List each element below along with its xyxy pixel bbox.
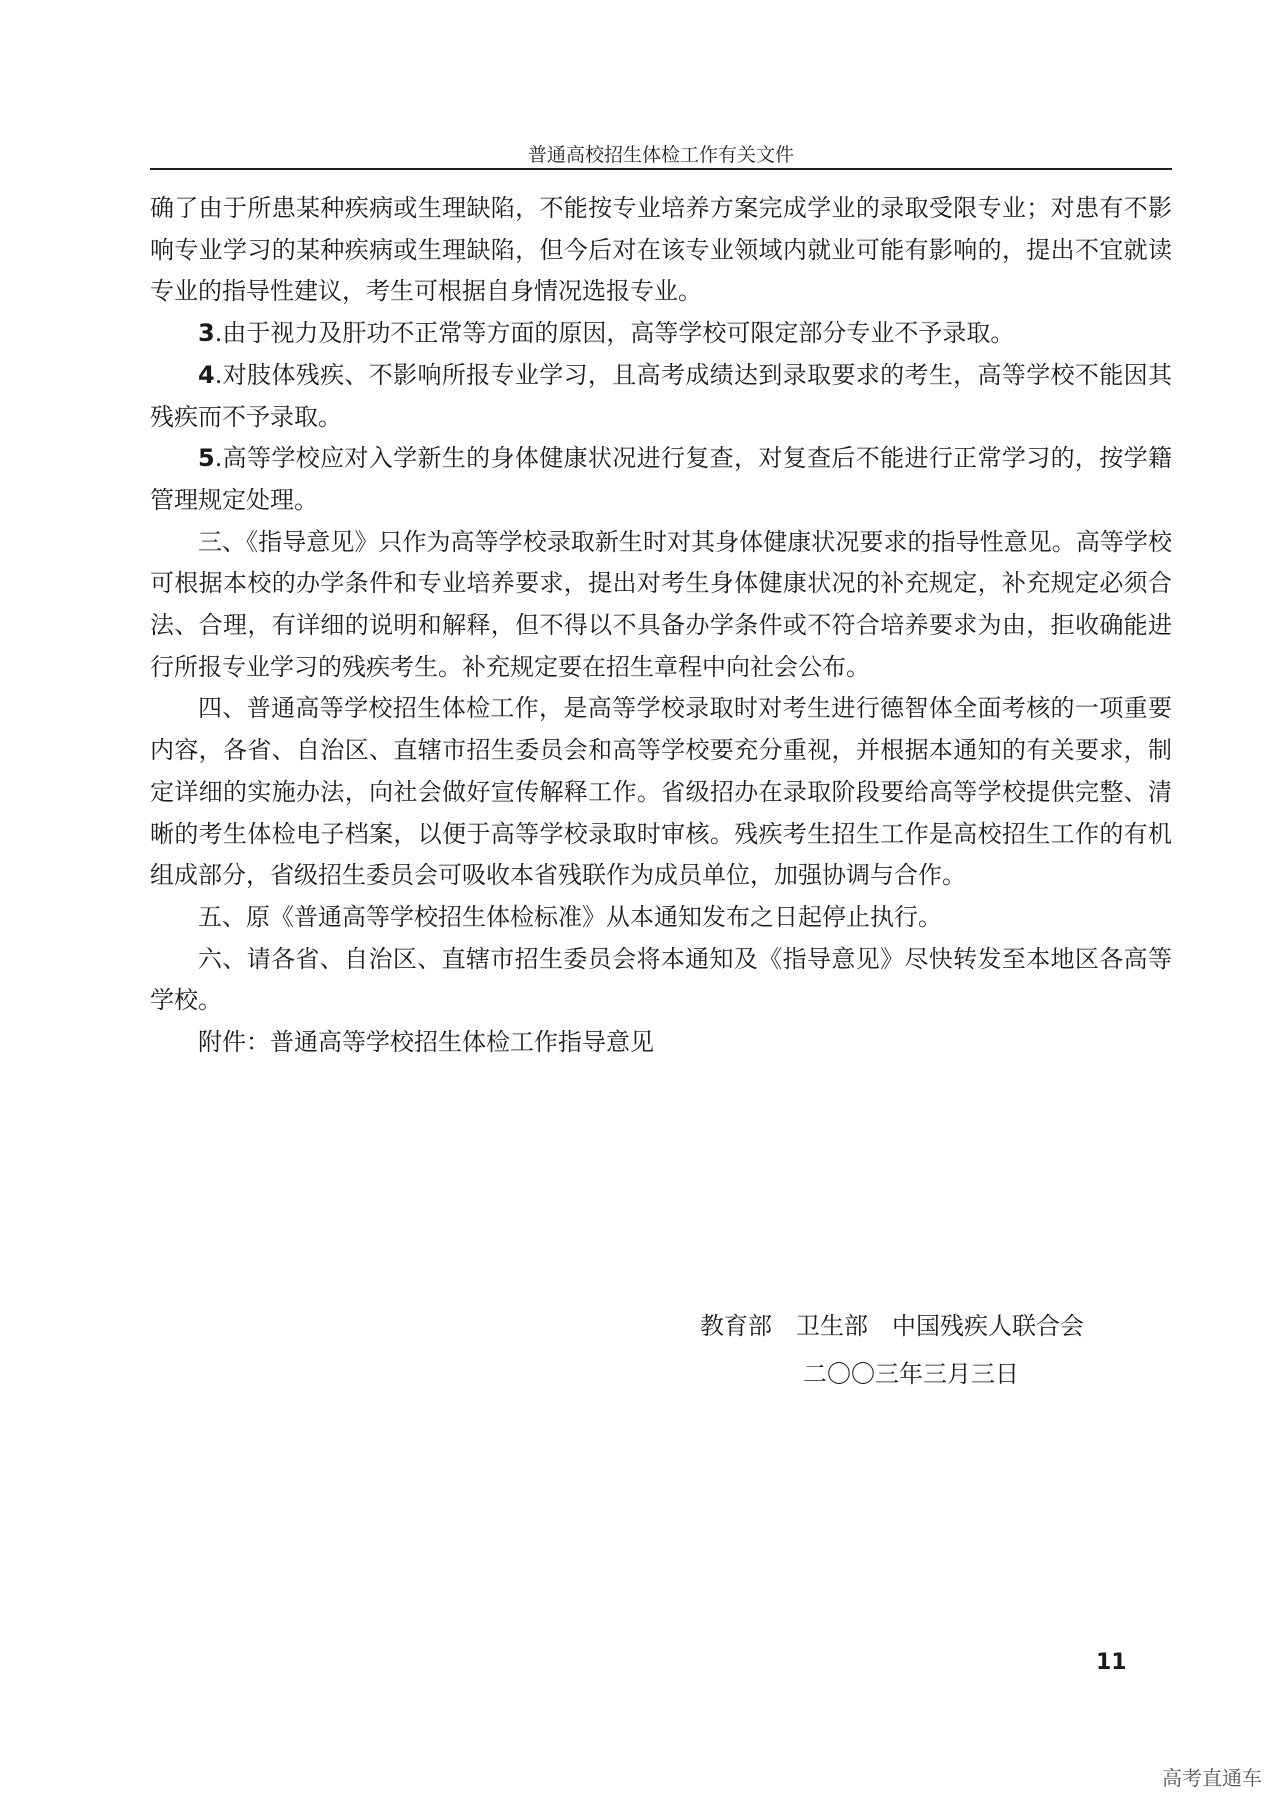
item-number: 3 — [198, 319, 215, 348]
paragraph-text: 三、《指导意见》只作为高等学校录取新生时对其身体健康状况要求的指导性意见。高等学校可根据本校的办学条件和专业培养要求，提出对考生身体健康状况的补充规定，补充规定必须合法、合理，有详细的说明和解释，但不得以不具备办学条件或不符合培养要求为由，拒收确能进行所报专业学习的残疾考生。补充规定要在招生章程中向社会公布。 — [150, 527, 1172, 681]
watermark: 高考直通车 — [1162, 1766, 1262, 1790]
item-number: 5 — [198, 444, 215, 473]
paragraph-text: 确了由于所患某种疾病或生理缺陷，不能按专业培养方案完成学业的录取受限专业；对患有不影响专业学习的某种疾病或生理缺陷，但今后对在该专业领域内就业可能有影响的，提出不宜就读专业的指导性建议，考生可根据自身情况选报专业。 — [150, 194, 1172, 306]
document-body — [150, 188, 1172, 1064]
paragraph-text: .由于视力及肝功不正常等方面的原因，高等学校可限定部分专业不予录取。 — [214, 319, 1015, 348]
paragraph-text: .高等学校应对入学新生的身体健康状况进行复查，对复查后不能进行正常学习的，按学籍管理规定处理。 — [150, 444, 1172, 514]
paragraph-section-5 — [150, 897, 1172, 939]
signature-block — [700, 1302, 1084, 1398]
issue-date: 二〇〇三年三月三日 — [803, 1360, 1019, 1388]
running-header: 普通高校招生体检工作有关文件 — [527, 144, 794, 166]
paragraph-text: 五、原《普通高等学校招生体检标准》从本通知发布之日起停止执行。 — [198, 902, 942, 931]
paragraph-section-3 — [150, 522, 1172, 689]
paragraph-section-6 — [150, 939, 1172, 1022]
paragraph-item-4 — [150, 355, 1172, 438]
paragraph-text: 六、请各省、自治区、直辖市招生委员会将本通知及《指导意见》尽快转发至本地区各高等学校。 — [150, 944, 1172, 1015]
attachment-line — [150, 1022, 1172, 1064]
issuing-authorities: 教育部 卫生部 中国残疾人联合会 — [700, 1312, 1084, 1340]
paragraph-text: 四、普通高等学校招生体检工作，是高等学校录取时对考生进行德智体全面考核的一项重要内容，各省、自治区、直辖市招生委员会和高等学校要充分重视，并根据本通知的有关要求，制定详细的实施办法，向社会做好宣传解释工作。省级招办在录取阶段要给高等学校提供完整、清晰的考生体检电子档案，以便于高等学校录取时审核。残疾考生招生工作是高校招生工作的有机组成部分，省级招生委员会可吸收本省残联作为成员单位，加强协调与合作。 — [150, 694, 1172, 890]
paragraph-item-5 — [150, 438, 1172, 521]
paragraph-text: .对肢体残疾、不影响所报专业学习，且高考成绩达到录取要求的考生，高等学校不能因其残疾而不予录取。 — [150, 360, 1172, 431]
header-rule — [150, 168, 1172, 170]
item-number: 4 — [198, 360, 215, 389]
paragraph-text: 附件：普通高等学校招生体检工作指导意见 — [198, 1028, 654, 1057]
paragraph-section-4 — [150, 688, 1172, 897]
page-number: 11 — [1096, 1650, 1127, 1675]
paragraph-item-3 — [150, 313, 1172, 355]
paragraph-continuation — [150, 188, 1172, 313]
